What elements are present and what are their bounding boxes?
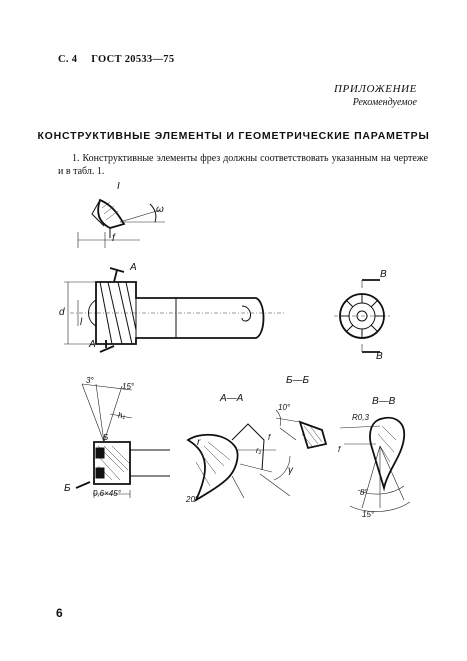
label-section-B-top: В xyxy=(380,269,387,280)
label-f-top: f xyxy=(112,233,115,244)
standard-number: ГОСТ 20533—75 xyxy=(91,54,175,65)
label-angle-3: 3° xyxy=(86,376,94,385)
label-section-B-bottom: В xyxy=(376,351,383,362)
appendix-status: Рекомендуемое xyxy=(352,97,417,108)
detail-chamfer-view xyxy=(76,384,170,498)
page-number: 6 xyxy=(56,606,63,620)
label-detail-I: I xyxy=(117,181,120,192)
section-VV-drawing xyxy=(340,418,410,512)
label-r1: r₁ xyxy=(256,446,262,455)
detail-I-drawing xyxy=(78,200,165,248)
section-AA-drawing xyxy=(188,424,290,500)
cutter-end-view xyxy=(334,280,390,352)
label-f-aa: f xyxy=(268,433,271,442)
label-view-AA: А—А xyxy=(220,393,244,404)
label-h1: h₁ xyxy=(118,411,125,420)
section-title: КОНСТРУКТИВНЫЕ ЭЛЕМЕНТЫ И ГЕОМЕТРИЧЕСКИЕ ПАРАМЕТРЫ xyxy=(37,130,430,142)
section-BB-drawing xyxy=(276,410,326,448)
label-d: d xyxy=(59,307,65,318)
label-section-A-bottom: A xyxy=(89,339,96,350)
label-B-mark: Б xyxy=(103,433,109,442)
label-f-vv: f xyxy=(338,445,341,454)
label-chamfer: 0,6×45° xyxy=(93,489,121,498)
label-omega: ω xyxy=(156,204,164,215)
label-angle-8: 8° xyxy=(360,488,368,497)
label-angle-10: 10° xyxy=(278,403,291,412)
label-gamma: γ xyxy=(288,465,293,476)
page-label: С. 4 xyxy=(58,54,78,65)
label-angle-20: 20° xyxy=(186,495,199,504)
label-section-A-top: A xyxy=(130,262,137,273)
label-angle-15b: 15° xyxy=(362,510,375,519)
label-view-VV: В—В xyxy=(372,396,396,407)
label-r: r xyxy=(197,437,201,448)
label-view-BB: Б—Б xyxy=(286,375,310,386)
body-paragraph: 1. Конструктивные элементы фрез должны соответствовать указанным на чертеже и в табл. 1. xyxy=(58,153,428,177)
label-angle-15: 15° xyxy=(122,382,135,391)
label-l: l xyxy=(80,317,83,328)
label-R03: R0,3 xyxy=(352,413,369,422)
appendix-title: ПРИЛОЖЕНИЕ xyxy=(334,83,417,95)
label-B-left: Б xyxy=(64,483,71,494)
cutter-side-view xyxy=(64,268,285,352)
